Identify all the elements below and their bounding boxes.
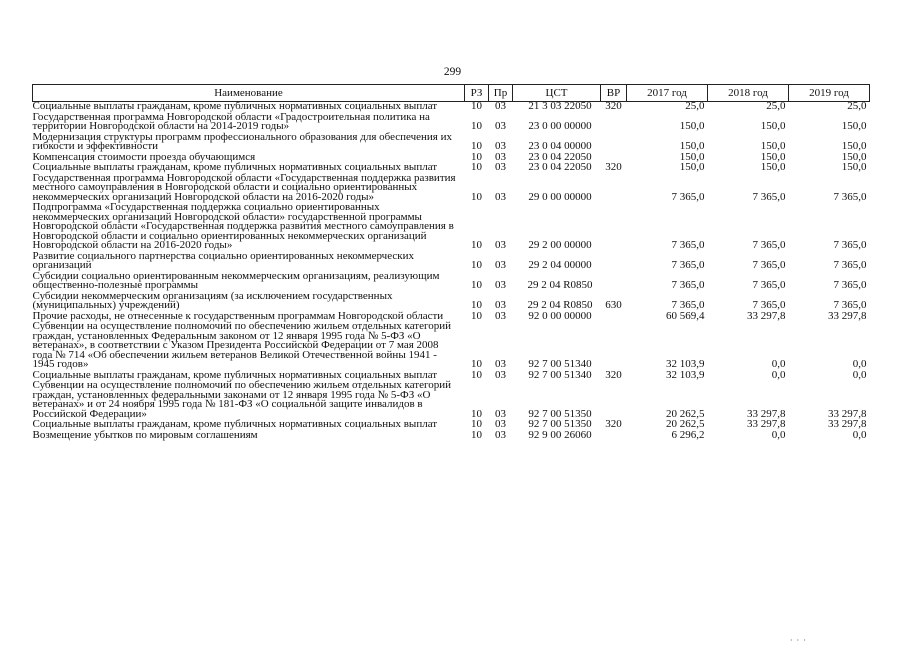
row-2018: 7 365,0: [752, 239, 786, 251]
row-rz: 10: [471, 368, 482, 381]
row-2017: 32 103,9: [666, 358, 705, 370]
budget-table: [32, 84, 870, 441]
row-pr: 03: [495, 368, 506, 381]
page-number: 299: [443, 66, 462, 78]
row-pr: 03: [495, 150, 506, 163]
row-2019: 7 365,0: [833, 279, 867, 291]
row-2019: 150,0: [841, 140, 867, 152]
row-vr: [601, 133, 627, 153]
table-row: [33, 203, 870, 252]
row-2018: 150,0: [760, 140, 786, 152]
row-cst: 92 9 00 26060: [528, 428, 592, 441]
row-2018: 150,0: [760, 150, 786, 163]
row-vr: 320: [605, 368, 622, 381]
row-2018: 7 365,0: [752, 299, 786, 311]
row-cst: 29 2 04 00000: [528, 259, 592, 271]
row-rz: 10: [471, 150, 482, 163]
table-body: [33, 102, 870, 442]
row-2019: 0,0: [852, 358, 867, 370]
row-cst: 92 0 00 00000: [528, 309, 592, 322]
row-2019: 150,0: [841, 120, 867, 132]
table-row: [33, 431, 870, 442]
header-name: Наименование: [33, 85, 465, 102]
row-2018: 7 365,0: [752, 190, 786, 203]
row-vr: [601, 381, 627, 420]
table-row: [33, 292, 870, 312]
row-vr: [601, 203, 627, 252]
row-2018: 0,0: [771, 428, 786, 441]
row-2019: 33 297,8: [828, 418, 867, 430]
table-row: [33, 133, 870, 153]
row-2018: 0,0: [771, 368, 786, 381]
header-pr: Пр: [489, 85, 513, 102]
row-2018: 150,0: [760, 120, 786, 132]
row-rz: 10: [471, 190, 482, 203]
row-2017: 150,0: [679, 150, 705, 163]
row-vr: 320: [605, 418, 622, 430]
row-2019: 7 365,0: [833, 299, 867, 311]
row-name: Субвенции на осуществление полномочий по обеспечению жильем отдельных категорий граждан, установленных федеральными законами от 12 января 1995 года № 5-ФЗ «О ветеранах» и от 24 ноября 1995 года № 181-ФЗ «О социальной защите инвалидов в Российской Федерации»: [32, 379, 452, 420]
row-pr: 03: [495, 299, 506, 311]
row-rz: 10: [471, 279, 482, 291]
corner-mark: ⸱ ⸱ ⸱: [790, 635, 807, 645]
row-2017: 20 262,5: [666, 418, 705, 430]
row-vr: [601, 174, 627, 204]
row-2019: 150,0: [841, 161, 867, 173]
row-cst: 23 0 04 22050: [528, 161, 592, 173]
row-rz: 10: [471, 358, 482, 370]
row-cst: 92 7 00 51350: [528, 418, 592, 430]
row-name: Социальные выплаты гражданам, кроме публичных нормативных социальных выплат: [32, 100, 438, 112]
row-name: Социальные выплаты гражданам, кроме публичных нормативных социальных выплат: [32, 418, 438, 430]
row-vr: 630: [605, 299, 622, 311]
row-cst: 21 3 03 22050: [528, 100, 592, 112]
row-2017: 150,0: [679, 161, 705, 173]
row-cst: 23 0 00 00000: [528, 120, 592, 132]
row-cst: 29 0 00 00000: [528, 190, 592, 203]
row-name: Субвенции на осуществление полномочий по обеспечению жильем отдельных категорий граждан, установленных Федеральным законом от 12 января 1995 года № 5-ФЗ «О ветеранах», в соответствии с Указом Президента Российской Федерации от 7 мая 2008 года № 714 «Об обеспечении жильем ветеранов Великой Отечественной войны 1941 - 1945 годов»: [32, 320, 452, 370]
row-2018: 33 297,8: [747, 309, 786, 322]
row-2019: 33 297,8: [828, 309, 867, 322]
row-name: Развитие социального партнерства социально ориентированных некоммерческих организаций: [32, 249, 414, 271]
row-cst: 92 7 00 51350: [528, 407, 592, 420]
row-pr: 03: [495, 279, 506, 291]
row-rz: 10: [471, 140, 482, 152]
row-name: Компенсация стоимости проезда обучающимся: [32, 150, 256, 163]
row-2017: 32 103,9: [666, 368, 705, 381]
row-pr: 03: [495, 358, 506, 370]
row-cst: 92 7 00 51340: [528, 358, 592, 370]
row-name: Государственная программа Новгородской области «Градостроительная политика на территории Новгородской области на 2014-2019 годы»: [32, 110, 430, 132]
row-pr: 03: [495, 190, 506, 203]
row-2019: 7 365,0: [833, 259, 867, 271]
header-2017: 2017 год: [627, 85, 708, 102]
row-2019: 7 365,0: [833, 190, 867, 203]
row-vr: [601, 322, 627, 371]
row-name: Государственная программа Новгородской области «Государственная поддержка развития местного самоуправления в Новгородской области и социально ориентированных некоммерческих организаций Новгородской области на 2016-2020 годы»: [32, 171, 456, 203]
row-2018: 7 365,0: [752, 259, 786, 271]
table-row: [33, 322, 870, 371]
row-rz: 10: [471, 161, 482, 173]
row-pr: 03: [495, 259, 506, 271]
row-pr: 03: [495, 418, 506, 430]
row-2019: 7 365,0: [833, 239, 867, 251]
table-row: [33, 381, 870, 420]
row-name: Прочие расходы, не отнесенные к государственным программам Новгородской области: [32, 309, 444, 322]
row-2018: 33 297,8: [747, 418, 786, 430]
row-vr: [601, 113, 627, 133]
row-cst: 29 2 04 R0850: [527, 279, 593, 291]
row-vr: [601, 312, 627, 323]
row-2019: 0,0: [852, 368, 867, 381]
row-2017: 7 365,0: [671, 259, 705, 271]
row-pr: 03: [495, 120, 506, 132]
row-vr: 320: [605, 161, 622, 173]
row-2017: 20 262,5: [666, 407, 705, 420]
table-row: [33, 113, 870, 133]
row-name: Субсидии некоммерческим организациям (за исключением государственных (муниципальных) учреждений): [32, 289, 393, 311]
header-row: [33, 85, 870, 102]
row-vr: [601, 272, 627, 292]
header-vr: ВР: [601, 85, 627, 102]
header-rz: РЗ: [465, 85, 489, 102]
header-2019: 2019 год: [789, 85, 870, 102]
row-pr: 03: [495, 100, 506, 112]
row-cst: 23 0 04 00000: [528, 140, 592, 152]
table-row: [33, 272, 870, 292]
table-row: [33, 252, 870, 272]
header-cst: ЦСТ: [513, 85, 601, 102]
row-rz: 10: [471, 299, 482, 311]
header-2018: 2018 год: [708, 85, 789, 102]
row-cst: 29 2 04 R0850: [527, 299, 593, 311]
row-pr: 03: [495, 140, 506, 152]
row-2018: 150,0: [760, 161, 786, 173]
row-name: Субсидии социально ориентированным некоммерческим организациям, реализующим общественно-полезные программы: [32, 269, 440, 291]
row-2019: 150,0: [841, 150, 867, 163]
row-rz: 10: [471, 100, 482, 112]
row-rz: 10: [471, 407, 482, 420]
row-rz: 10: [471, 428, 482, 441]
row-2017: 150,0: [679, 120, 705, 132]
row-cst: 23 0 04 22050: [528, 150, 592, 163]
row-2017: 25,0: [685, 100, 705, 112]
row-name: Подпрограмма «Государственная поддержка социально ориентированных некоммерческих организаций Новгородской области» государственной программы Новгородской области «Государственная поддержка развития местного самоуправления в Новгородской области и социально ориентированных некоммерческих организаций Новгородской области на 2016-2020 годы»: [32, 201, 454, 251]
row-2017: 7 365,0: [671, 190, 705, 203]
table-row: [33, 174, 870, 204]
row-pr: 03: [495, 407, 506, 420]
row-2019: 25,0: [847, 100, 867, 112]
row-pr: 03: [495, 309, 506, 322]
row-vr: 320: [605, 100, 622, 112]
row-name: Социальные выплаты гражданам, кроме публичных нормативных социальных выплат: [32, 368, 438, 381]
row-2018: 25,0: [766, 100, 786, 112]
row-2017: 60 569,4: [666, 309, 705, 322]
row-2017: 150,0: [679, 140, 705, 152]
row-pr: 03: [495, 428, 506, 441]
row-2018: 7 365,0: [752, 279, 786, 291]
row-name: Возмещение убытков по мировым соглашениям: [32, 428, 258, 441]
row-2017: 7 365,0: [671, 279, 705, 291]
row-rz: 10: [471, 120, 482, 132]
row-vr: [601, 252, 627, 272]
row-2019: 0,0: [852, 428, 867, 441]
row-pr: 03: [495, 239, 506, 251]
row-2019: 33 297,8: [828, 407, 867, 420]
row-2018: 0,0: [771, 358, 786, 370]
row-cst: 92 7 00 51340: [528, 368, 592, 381]
row-vr: [601, 431, 627, 442]
row-2017: 7 365,0: [671, 299, 705, 311]
row-pr: 03: [495, 161, 506, 173]
row-2017: 7 365,0: [671, 239, 705, 251]
row-rz: 10: [471, 239, 482, 251]
row-name: Модернизация структуры программ профессионального образования для обеспечения их гибкости и эффективности: [32, 130, 452, 152]
row-rz: 10: [471, 418, 482, 430]
row-rz: 10: [471, 309, 482, 322]
row-name: Социальные выплаты гражданам, кроме публичных нормативных социальных выплат: [32, 161, 438, 173]
table-header: [33, 85, 870, 102]
row-cst: 29 2 00 00000: [528, 239, 592, 251]
row-2018: 33 297,8: [747, 407, 786, 420]
row-rz: 10: [471, 259, 482, 271]
row-2017: 6 296,2: [671, 428, 705, 441]
